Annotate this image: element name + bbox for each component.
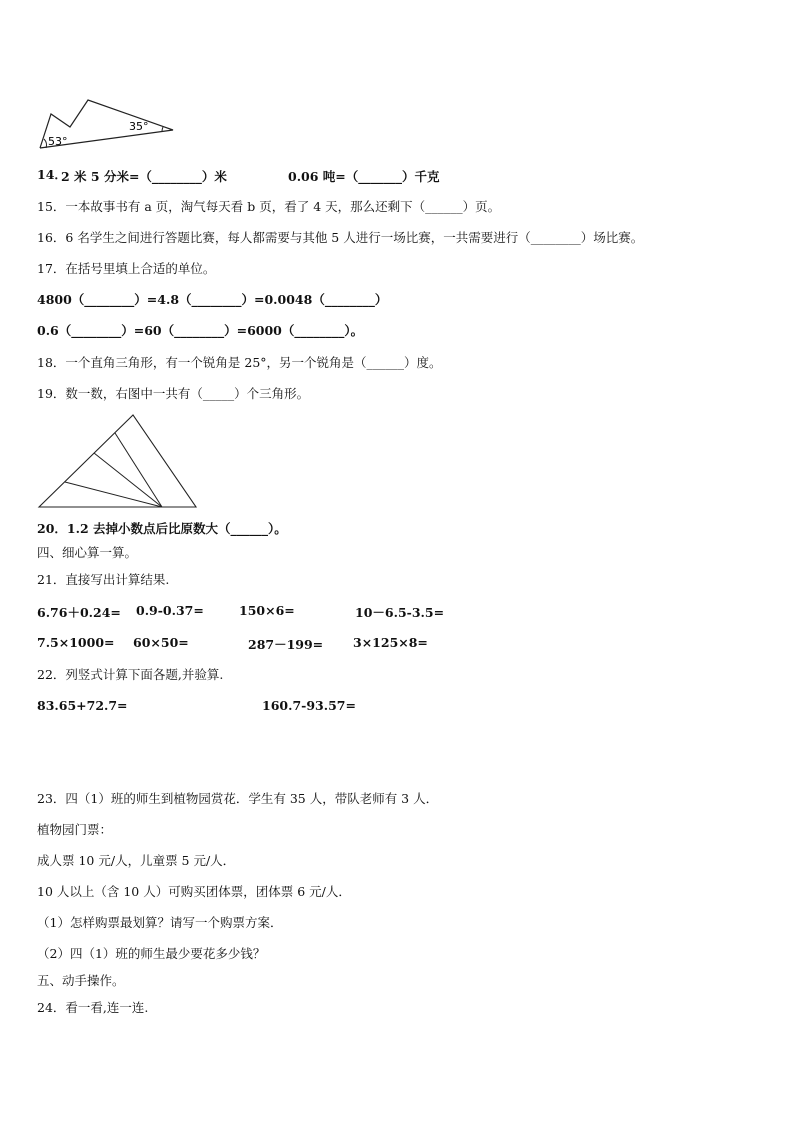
q18-text: 18．一个直角三角形，有一个锐角是 25°，另一个锐角是（______）度。 <box>37 355 442 370</box>
q14-number: 14． <box>37 167 67 182</box>
q22-title: 22．列竖式计算下面各题,并验算. <box>37 667 224 682</box>
q21-item: 10－6.5-3.5= <box>355 605 445 620</box>
q23-line-1: 植物园门票： <box>37 822 113 837</box>
q24-text: 24．看一看,连一连. <box>37 1000 149 1015</box>
q21-item: 287－199= <box>248 637 324 652</box>
q16-text: 16．6 名学生之间进行答题比赛，每人都需要与其他 5 人进行一场比赛，一共需要进行（________）场比赛。 <box>37 230 644 245</box>
section-5-heading: 五、动手操作。 <box>37 973 125 988</box>
q21-item: 7.5×1000= <box>37 635 115 650</box>
q23-line-3: 10 人以上（含 10 人）可购买团体票，团体票 6 元/人． <box>37 884 351 899</box>
q22-item-b: 160.7-93.57= <box>262 698 356 713</box>
q22-item-a: 83.65+72.7= <box>37 698 128 713</box>
q21-item: 6.76＋0.24= <box>37 605 121 620</box>
angle-label-53: 53° <box>48 135 68 148</box>
q21-title: 21．直接写出计算结果. <box>37 572 170 587</box>
angle-arc-right <box>162 127 163 131</box>
q23-title: 23．四（1）班的师生到植物园赏花．学生有 35 人，带队老师有 3 人． <box>37 791 439 806</box>
q23-line-5: （2）四（1）班的师生最少要花多少钱？ <box>37 946 266 961</box>
q15-text: 15．一本故事书有 a 页，淘气每天看 b 页，看了 4 天，那么还剩下（______）页。 <box>37 199 501 214</box>
q20-text: 20．1.2 去掉小数点后比原数大（______）。 <box>37 521 287 536</box>
q14-part-b: 0.06 吨=（_______）千克 <box>288 169 440 184</box>
triangle-count-figure <box>36 412 200 510</box>
q19-text: 19．数一数，右图中一共有（_____）个三角形。 <box>37 386 310 401</box>
q23-line-4: （1）怎样购票最划算？请写一个购票方案． <box>37 915 283 930</box>
q17-row2: 0.6（________）=60（________）=6000（________）。 <box>37 323 364 338</box>
angle-arc-left <box>44 139 46 148</box>
section-4-heading: 四、细心算一算。 <box>37 545 138 560</box>
q21-item: 0.9-0.37= <box>136 603 204 618</box>
broken-triangle-figure <box>36 94 178 152</box>
q21-item: 150×6= <box>239 603 295 618</box>
q14-part-a: 2 米 5 分米=（________）米 <box>61 169 227 184</box>
q17-row1: 4800（________）=4.8（________）=0.0048（________） <box>37 292 388 307</box>
q21-item: 60×50= <box>133 635 189 650</box>
q17-title: 17．在括号里填上合适的单位。 <box>37 261 216 276</box>
q21-item: 3×125×8= <box>353 635 428 650</box>
q23-line-2: 成人票 10 元/人，儿童票 5 元/人． <box>37 853 236 868</box>
angle-label-35: 35° <box>129 120 149 133</box>
